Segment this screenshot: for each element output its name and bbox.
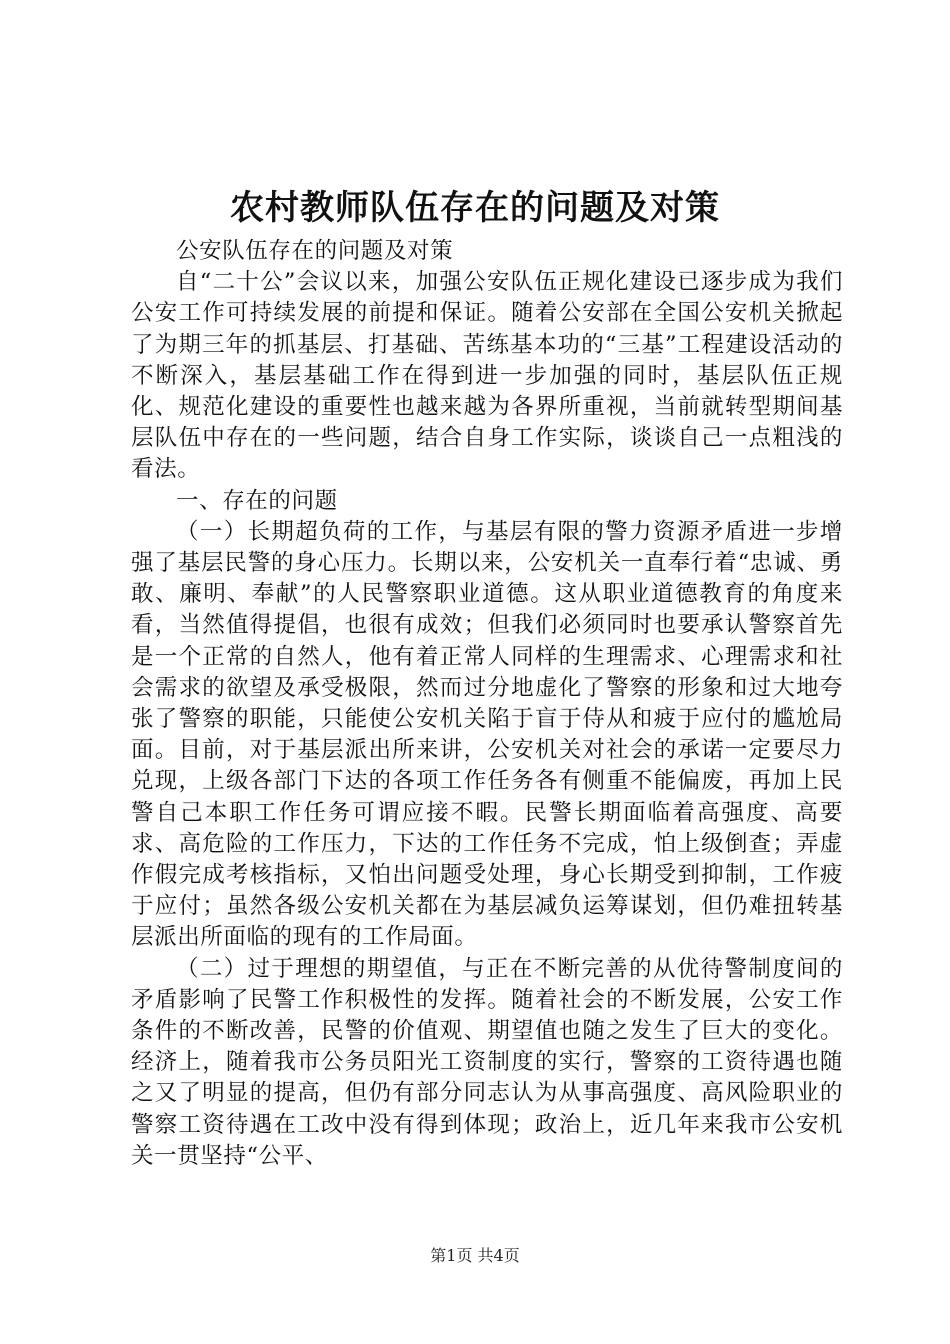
section-heading: 一、存在的问题	[176, 487, 338, 514]
document-body	[131, 236, 843, 1172]
paragraph-problem-1: （一）长期超负荷的工作，与基层有限的警力资源矛盾进一步增强了基层民警的身心压力。长期以来，公安机关一直奉行着“忠诚、勇敢、廉明、奉献”的人民警察职业道德。这从职业道德教育的角度来看，当然值得提倡，也很有成效；但我们必须同时也要承认警察首先是一个正常的自然人，他有着正常人同样的生理需求、心理需求和社会需求的欲望及承受极限，然而过分地虚化了警察的形象和过大地夸张了警察的职能，只能使公安机关陷于盲于侍从和疲于应付的尴尬局面。目前，对于基层派出所来讲，公安机关对社会的承诺一定要尽力兑现，上级各部门下达的各项工作任务各有侧重不能偏废，再加上民警自己本职工作任务可谓应接不暇。民警长期面临着高强度、高要求、高危险的工作压力，下达的工作任务不完成，怕上级倒查；弄虚作假完成考核指标，又怕出问题受处理，身心长期受到抑制，工作疲于应付；虽然各级公安机关都在为基层减负运筹谋划，但仍难扭转基层派出所面临的现有的工作局面。	[131, 518, 843, 951]
page-footer: 第1页 共4页	[430, 1246, 520, 1265]
paragraph-problem-2: （二）过于理想的期望值，与正在不断完善的从优待警制度间的矛盾影响了民警工作积极性的发挥。随着社会的不断发展，公安工作条件的不断改善，民警的价值观、期望值也随之发生了巨大的变化。经济上，随着我市公务员阳光工资制度的实行，警察的工资待遇也随之又了明显的提高，但仍有部分同志认为从事高强度、高风险职业的警察工资待遇在工改中没有得到体现；政治上，近几年来我市公安机关一贯坚持“公平、	[131, 955, 843, 1169]
paragraph-intro: 自“二十公”会议以来，加强公安队伍正规化建设已逐步成为我们公安工作可持续发展的前提和保证。随着公安部在全国公安机关掀起了为期三年的抓基层、打基础、苦练基本功的“三基”工程建设活动的不断深入，基层基础工作在得到进一步加强的同时，基层队伍正规化、规范化建设的重要性也越来越为各界所重视，当前就转型期间基层队伍中存在的一些问题，结合自身工作实际，谈谈自己一点粗浅的看法。	[131, 269, 843, 483]
document-title: 农村教师队伍存在的问题及对策	[230, 188, 720, 228]
paragraph-subtitle: 公安队伍存在的问题及对策	[176, 238, 454, 264]
